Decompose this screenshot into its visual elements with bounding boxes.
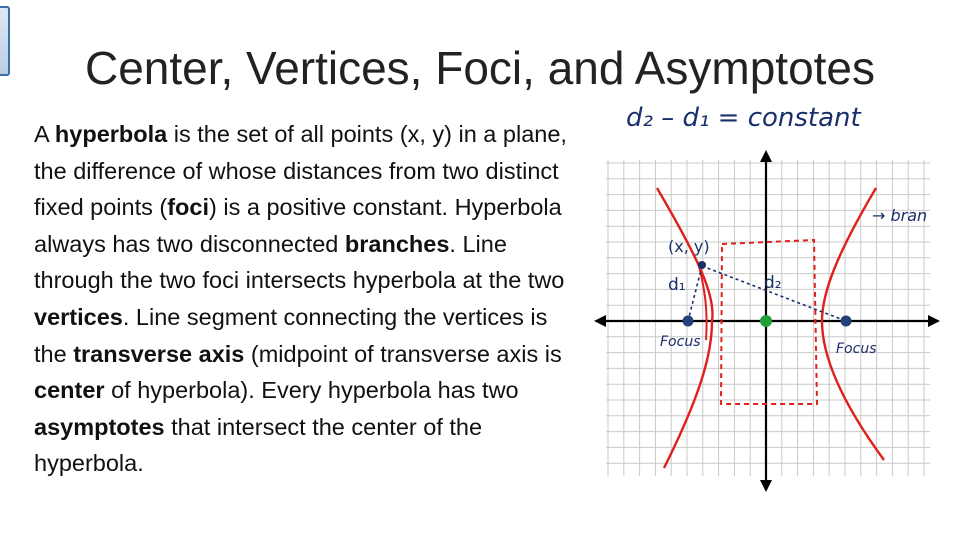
- x-axis-arrow-left: [594, 315, 606, 327]
- y-axis-arrow-down: [760, 480, 772, 492]
- d2-label: d₂: [764, 273, 782, 293]
- bold-term: branches: [344, 230, 450, 257]
- y-axis-arrow-up: [760, 150, 772, 162]
- bold-term: foci: [167, 194, 210, 221]
- x-axis-arrow-right: [928, 315, 940, 327]
- text-run: is the set of all points (x, y) in a plane, the difference of whose distances from two distinct fixed points (: [34, 121, 567, 221]
- bold-term: asymptotes: [34, 413, 165, 440]
- hyperbola-diagram: [590, 96, 960, 496]
- text-run: that intersect the center of the hyperbola.: [34, 413, 483, 477]
- text-run: A: [34, 121, 55, 147]
- focus-left-point: [683, 316, 694, 327]
- center-point: [760, 315, 772, 327]
- d1-line: [688, 266, 702, 321]
- equation-note: d₂ – d₁ = constant: [626, 103, 861, 133]
- left-branch: [657, 188, 713, 468]
- page-title: Center, Vertices, Foci, and Asymptotes: [84, 42, 876, 94]
- text-run: ) is a positive constant. Hyperbola always has two disconnected: [34, 194, 562, 257]
- focus-left-label: Focus: [660, 334, 701, 350]
- text-run: . Line segment connecting the vertices is the: [34, 303, 548, 367]
- text-run: . Line through the two foci intersects hyperbola at the two: [34, 230, 565, 294]
- text-run: of hyperbola). Every hyperbola has two: [104, 377, 519, 404]
- bold-term: hyperbola: [54, 121, 168, 147]
- bold-term: transverse axis: [73, 340, 245, 367]
- focus-right-label: Focus: [836, 341, 877, 357]
- branch-label: → bran: [872, 206, 928, 225]
- definition-paragraph: [34, 116, 582, 482]
- focus-right-point: [841, 316, 852, 327]
- point-label: (x, y): [668, 237, 710, 256]
- text-run: (midpoint of transverse axis is: [244, 340, 562, 367]
- point-xy: [698, 261, 706, 269]
- right-branch: [822, 188, 884, 460]
- bold-term: vertices: [34, 303, 123, 330]
- bold-term: center: [34, 377, 105, 404]
- d1-label: d₁: [668, 275, 686, 295]
